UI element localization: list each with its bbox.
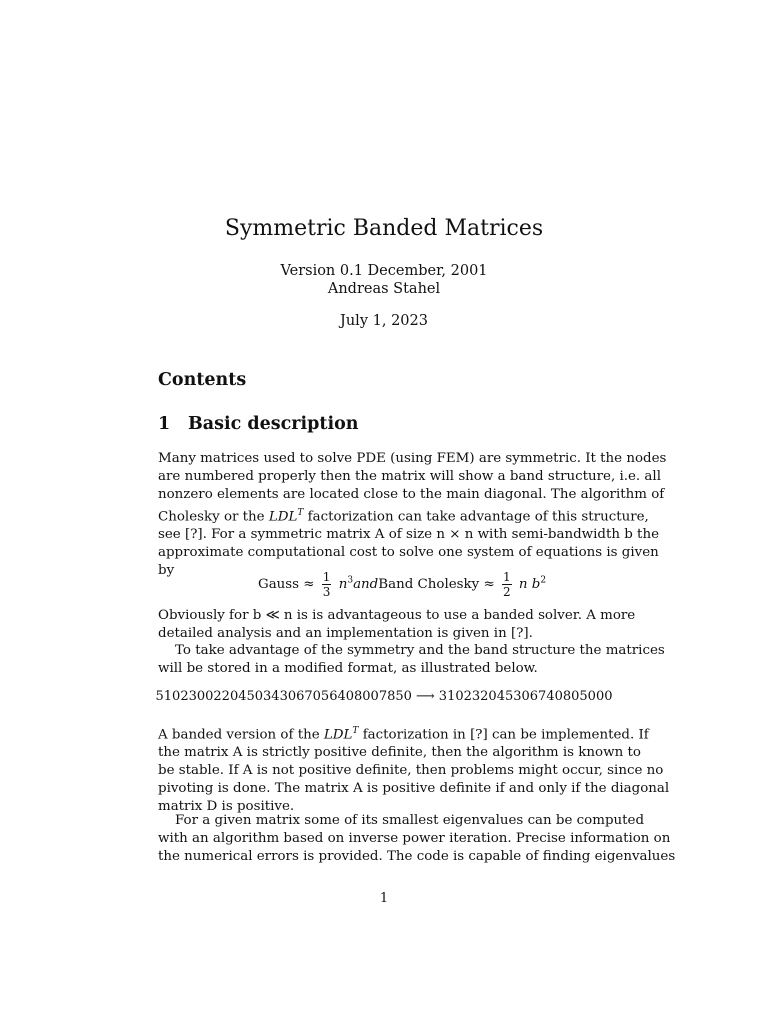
formula-exponent: 3 xyxy=(347,575,354,586)
text-line: nonzero elements are located close to the main diagonal. The algorithm of xyxy=(158,487,665,502)
section-heading xyxy=(158,414,359,434)
section-title: Basic description xyxy=(188,414,359,434)
text-fragment: factorization in [?] can be implemented. If xyxy=(358,727,649,743)
formula-and: and xyxy=(353,577,379,592)
text-line: approximate computational cost to solve one system of equations is given xyxy=(158,545,659,561)
formula-n: n xyxy=(338,577,348,592)
text-line: the matrix A is strictly positive definite, then the algorithm is known to xyxy=(158,745,641,761)
formula-band: Band Cholesky ≈ xyxy=(378,577,495,592)
formula-nb: n b xyxy=(518,577,541,592)
fraction-numerator: 1 xyxy=(322,570,331,584)
text-line xyxy=(158,722,649,744)
formula-gauss: Gauss ≈ xyxy=(258,577,315,592)
formula-exponent: 2 xyxy=(540,575,547,586)
text-line: matrix D is positive. xyxy=(158,799,295,815)
contents-heading: Contents xyxy=(158,370,247,390)
text-line: Many matrices used to solve PDE (using FEM) are symmetric. It the nodes xyxy=(158,451,667,466)
text-line: detailed analysis and an implementation is given in [?]. xyxy=(158,626,533,641)
text-line: with an algorithm based on inverse power iteration. Precise information on xyxy=(158,831,671,846)
fraction-denominator: 2 xyxy=(502,585,511,599)
text-line: see [?]. For a symmetric matrix A of size n × n with semi-bandwidth b the xyxy=(158,527,659,543)
section-number: 1 xyxy=(158,414,171,434)
paragraph-3 xyxy=(158,642,665,678)
text-fragment: factorization can take advantage of this structure, xyxy=(303,509,649,525)
paragraph-1 xyxy=(158,450,667,580)
fraction-numerator: 1 xyxy=(502,570,511,584)
ldl-symbol: LDL xyxy=(323,727,353,743)
version-line: Version 0.1 December, 2001 xyxy=(280,263,488,279)
text-line: pivoting is done. The matrix A is positive definite if and only if the diagonal xyxy=(158,781,670,797)
text-line: For a given matrix some of its smallest eigenvalues can be computed xyxy=(175,813,645,828)
matrix-storage-line: 510230022045034306705640800785​0 ⟶ 3102320453067408050​00 xyxy=(155,689,613,704)
ldl-symbol: LDL xyxy=(268,509,298,525)
text-line: be stable. If A is not positive definite, then problems might occur, since no xyxy=(158,763,664,779)
paragraph-4 xyxy=(158,722,670,816)
text-fragment: A banded version of the xyxy=(158,727,324,743)
paragraph-5 xyxy=(158,812,676,866)
page-number: 1 xyxy=(379,891,389,906)
cost-formula xyxy=(258,570,546,606)
document-title: Symmetric Banded Matrices xyxy=(224,216,544,241)
text-line: will be stored in a modified format, as illustrated below. xyxy=(158,661,538,676)
transpose-superscript: T xyxy=(297,508,304,518)
text-line: the numerical errors is provided. The code is capable of finding eigenvalues xyxy=(158,849,676,864)
text-fragment: Cholesky or the xyxy=(158,509,269,525)
author-line: Andreas Stahel xyxy=(327,281,441,297)
text-line: Obviously for b ≪ n is is advantageous to use a banded solver. A more xyxy=(158,608,636,623)
text-line xyxy=(158,504,649,526)
text-line: by xyxy=(158,563,175,579)
paragraph-2 xyxy=(158,607,636,643)
fraction-one-half xyxy=(502,570,512,599)
fraction-denominator: 3 xyxy=(322,585,331,599)
date-line: July 1, 2023 xyxy=(340,313,428,329)
transpose-superscript: T xyxy=(352,726,359,736)
text-line: To take advantage of the symmetry and the band structure the matrices xyxy=(175,643,665,658)
fraction-one-third xyxy=(322,570,332,599)
text-line: are numbered properly then the matrix will show a band structure, i.e. all xyxy=(158,469,661,484)
